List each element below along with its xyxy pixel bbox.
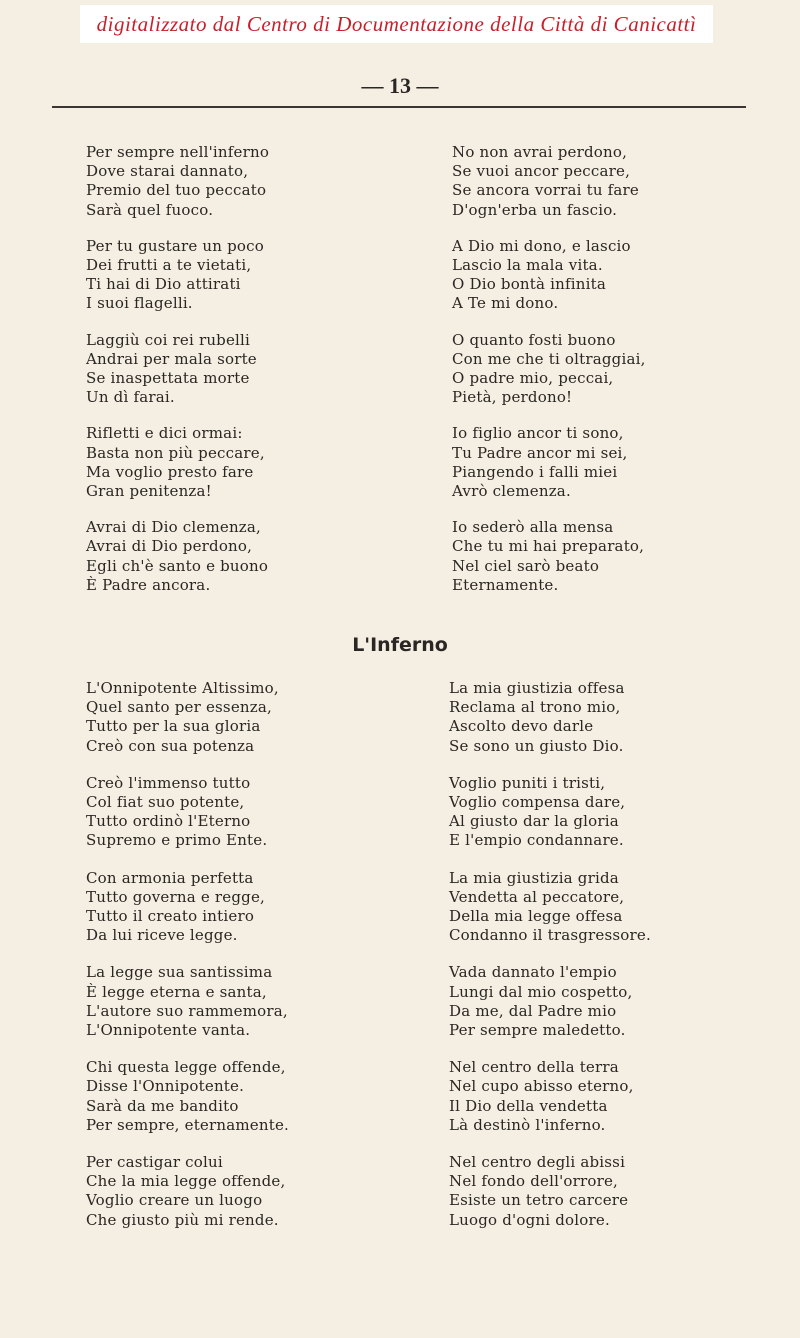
upper-left-column [86, 143, 406, 595]
verse-line: Voglio puniti i tristi, [449, 773, 606, 792]
verse-line: È legge eterna e santa, [86, 982, 267, 1001]
verse-line: Là destinò l'inferno. [449, 1115, 606, 1134]
verse-line: Tutto per la sua gloria [86, 717, 261, 736]
verse-line: Ascolto devo darle [449, 717, 594, 736]
verse-line: Nel ciel sarò beato [452, 556, 600, 575]
verse-line: Ma voglio presto fare [86, 462, 254, 481]
verse-line: I suoi flagelli. [86, 294, 193, 313]
verse-line: Il Dio della vendetta [449, 1096, 608, 1115]
verse-line: Tutto ordinò l'Eterno [86, 812, 251, 831]
stanza [449, 679, 769, 756]
verse-line: No non avrai perdono, [452, 143, 628, 161]
verse-line: Tutto il creato intiero [86, 907, 255, 926]
stanza [86, 1153, 406, 1230]
upper-right-column [452, 143, 772, 595]
stanza [86, 143, 406, 220]
verse-line: Per tu gustare un poco [86, 236, 264, 255]
verse-line: Per sempre nell'inferno [86, 143, 270, 161]
verse-line: Ti hai di Dio attirati [86, 275, 241, 294]
verse-line: Per sempre maledetto. [449, 1021, 626, 1040]
verse-line: La mia giustizia offesa [449, 679, 625, 697]
lower-right-column [449, 679, 769, 1230]
verse-line: Eternamente. [452, 575, 559, 594]
stanza [449, 774, 769, 851]
verse-line: Per sempre, eternamente. [86, 1115, 290, 1134]
verse-line: Dei frutti a te vietati, [86, 256, 252, 275]
verse-line: Vada dannato l'empio [449, 963, 617, 982]
stanza [86, 331, 406, 408]
lower-left-column [86, 679, 406, 1230]
verse-line: Pietà, perdono! [452, 388, 573, 407]
verse-line: Egli ch'è santo e buono [86, 556, 269, 575]
verse-line: Che tu mi hai preparato, [452, 537, 645, 556]
stanza [86, 518, 406, 595]
verse-line: Premio del tuo peccato [86, 181, 267, 200]
verse-line: Luogo d'ogni dolore. [449, 1210, 610, 1229]
verse-line: Esiste un tetro carcere [449, 1191, 629, 1210]
verse-line: Sarà da me bandito [86, 1096, 239, 1115]
verse-line: Quel santo per essenza, [86, 698, 272, 717]
stanza [86, 424, 406, 501]
verse-line: Creò con sua potenza [86, 736, 255, 755]
verse-line: L'autore suo rammemora, [86, 1001, 288, 1020]
verse-line: Se ancora vorrai tu fare [452, 181, 639, 200]
stanza [86, 1058, 406, 1135]
verse-line: O padre mio, peccai, [452, 369, 614, 388]
verse-line: Della mia legge offesa [449, 907, 623, 926]
stanza [449, 963, 769, 1040]
verse-line: Dove starai dannato, [86, 162, 249, 181]
verse-line: Voglio compensa dare, [449, 793, 626, 812]
stanza [449, 1058, 769, 1135]
stanza [86, 869, 406, 946]
verse-line: Vendetta al peccatore, [449, 887, 625, 906]
verse-line: Io figlio ancor ti sono, [452, 424, 624, 443]
verse-line: Con armonia perfetta [86, 868, 254, 887]
verse-line: Avrai di Dio perdono, [86, 537, 253, 556]
verse-line: Laggiù coi rei rubelli [86, 330, 251, 349]
verse-line: L'Onnipotente vanta. [86, 1021, 251, 1040]
verse-line: A Dio mi dono, e lascio [452, 236, 631, 255]
verse-line: Nel centro della terra [449, 1058, 619, 1077]
stanza [452, 424, 772, 501]
verse-line: Reclama al trono mio, [449, 698, 621, 717]
verse-line: Rifletti e dici ormai: [86, 424, 243, 443]
verse-line: Nel centro degli abissi [449, 1153, 626, 1172]
verse-line: Che la mia legge offende, [86, 1172, 286, 1191]
verse-line: È Padre ancora. [86, 575, 211, 594]
verse-line: Gran penitenza! [86, 482, 212, 501]
verse-line: L'Onnipotente Altissimo, [86, 679, 279, 697]
stanza [452, 237, 772, 314]
verse-line: O quanto fosti buono [452, 330, 616, 349]
verse-line: Io sederò alla mensa [452, 518, 614, 537]
stanza [86, 774, 406, 851]
verse-line: Con me che ti oltraggiai, [452, 349, 646, 368]
verse-line: Supremo e primo Ente. [86, 831, 268, 850]
verse-line: Se sono un giusto Dio. [449, 736, 624, 755]
verse-line: Col fiat suo potente, [86, 793, 245, 812]
verse-line: Andrai per mala sorte [86, 349, 257, 368]
stanza [449, 1153, 769, 1230]
verse-line: Avrò clemenza. [452, 482, 571, 501]
verse-line: Lungi dal mio cospetto, [449, 982, 633, 1001]
verse-line: Un dì farai. [86, 388, 175, 407]
verse-line: Basta non più peccare, [86, 443, 265, 462]
page-number: — 13 — [361, 73, 439, 98]
verse-line: A Te mi dono. [452, 294, 559, 313]
stanza [452, 143, 772, 220]
verse-line: Disse l'Onnipotente. [86, 1077, 245, 1096]
verse-line: Nel cupo abisso eterno, [449, 1077, 634, 1096]
verse-line: Per castigar colui [86, 1153, 223, 1172]
verse-line: Se vuoi ancor peccare, [452, 162, 631, 181]
verse-line: D'ogn'erba un fascio. [452, 200, 618, 219]
verse-line: Piangendo i falli miei [452, 462, 618, 481]
verse-line: E l'empio condannare. [449, 831, 624, 850]
verse-line: Tutto governa e regge, [86, 887, 265, 906]
stanza [452, 518, 772, 595]
verse-line: Lascio la mala vita. [452, 256, 603, 275]
banner-text: digitalizzato dal Centro di Documentazione della Città di Canicattì [96, 11, 697, 36]
verse-line: Chi questa legge offende, [86, 1058, 286, 1077]
verse-line: Se inaspettata morte [86, 369, 250, 388]
section-title: L'Inferno [352, 634, 448, 656]
verse-line: Condanno il trasgressore. [449, 926, 651, 945]
verse-line: Nel fondo dell'orrore, [449, 1172, 619, 1191]
verse-line: La mia giustizia grida [449, 868, 619, 887]
verse-line: La legge sua santissima [86, 963, 273, 982]
stanza [86, 679, 406, 756]
verse-line: Al giusto dar la gloria [449, 812, 619, 831]
verse-line: Avrai di Dio clemenza, [86, 518, 262, 537]
stanza [449, 869, 769, 946]
stanza [86, 963, 406, 1040]
stanza [86, 237, 406, 314]
verse-line: Da lui riceve legge. [86, 926, 238, 945]
verse-line: O Dio bontà infinita [452, 275, 606, 294]
verse-line: Da me, dal Padre mio [449, 1001, 617, 1020]
verse-line: Sarà quel fuoco. [86, 200, 214, 219]
digitization-banner [80, 5, 713, 43]
verse-line: Voglio creare un luogo [86, 1191, 263, 1210]
verse-line: Tu Padre ancor mi sei, [452, 443, 628, 462]
verse-line: Creò l'immenso tutto [86, 773, 251, 792]
header-rule [52, 106, 746, 108]
stanza [452, 331, 772, 408]
verse-line: Che giusto più mi rende. [86, 1210, 279, 1229]
